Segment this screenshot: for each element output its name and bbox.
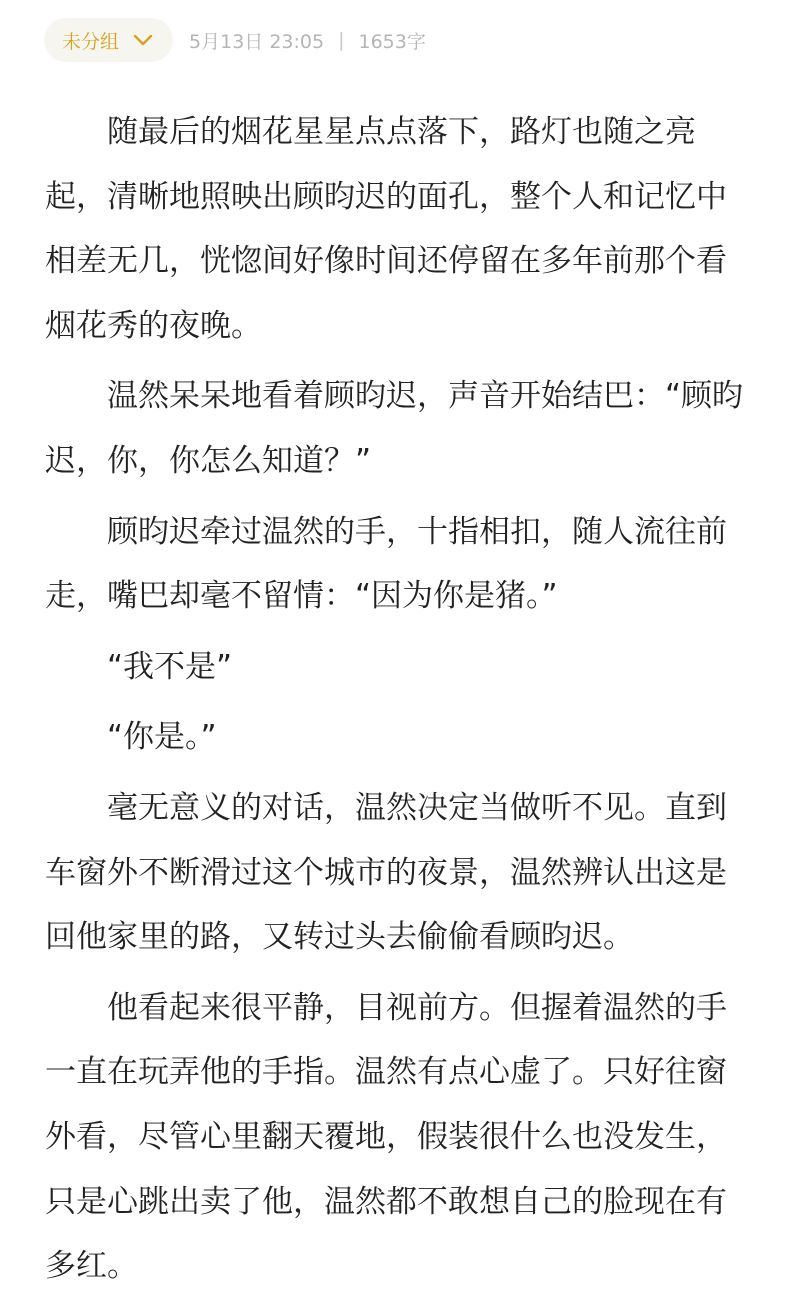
chevron-down-icon [131,28,155,52]
group-selector-button[interactable] [44,18,173,62]
paragraph: 随最后的烟花星星点点落下，路灯也随之亮起，清晰地照映出顾昀迟的面孔，整个人和记忆中相差无几，恍惚间好像时间还停留在多年前那个看烟花秀的夜晚。 [45,114,727,344]
paragraph: 温然呆呆地看着顾昀迟，声音开始结巴：“顾昀迟，你，你怎么知道？” [45,378,744,479]
paragraph: “你是。” [45,719,217,756]
paragraph: 顾昀迟牵过温然的手，十指相扣，随人流往前走，嘴巴却毫不留情：“因为你是猪。” [45,513,727,615]
note-body[interactable] [45,100,757,1305]
meta-separator: | [338,29,345,51]
note-meta-bar [44,17,426,63]
paragraph: 他看起来很平静，目视前方。但握着温然的手一直在玩弄他的手指。温然有点心虚了。只好往窗外看，尽管心里翻天覆地，假装很什么也没发生，只是心跳出卖了他，温然都不敢想自己的脸现在有多红。 [45,989,727,1285]
paragraph: 毫无意义的对话，温然决定当做听不见。直到车窗外不断滑过这个城市的夜景，温然辨认出这是回他家里的路，又转过头去偷偷看顾昀迟。 [45,789,727,956]
note-date: 5月13日 23:05 [189,30,325,53]
note-info [189,27,426,54]
group-label: 未分组 [62,30,120,53]
word-count: 1653字 [358,30,426,53]
paragraph: “我不是” [45,648,233,685]
